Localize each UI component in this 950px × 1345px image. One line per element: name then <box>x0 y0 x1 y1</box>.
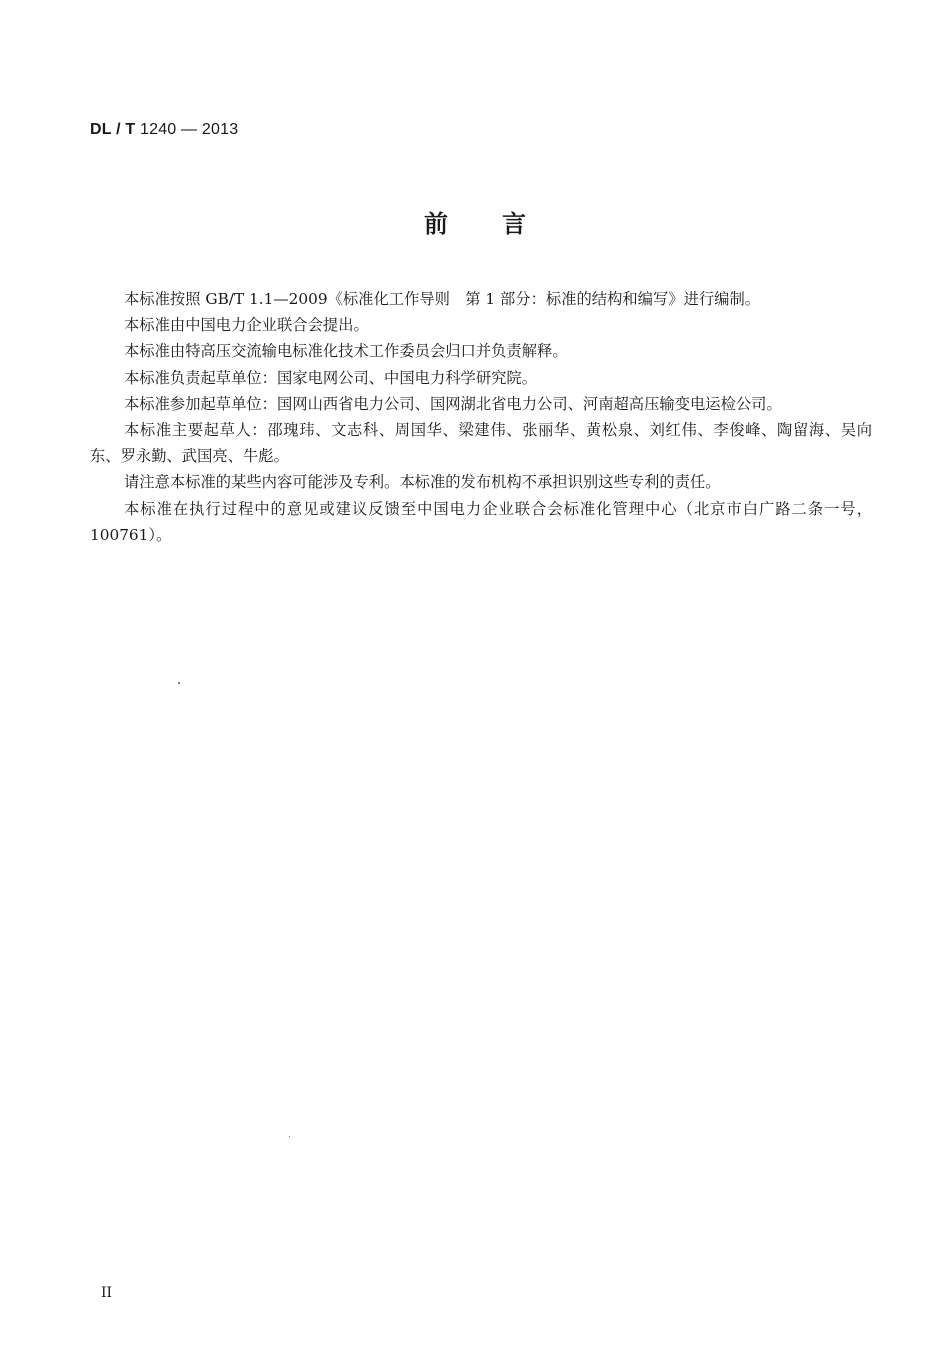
scan-speck <box>178 682 180 684</box>
page-number: II <box>101 1285 113 1301</box>
paragraph-main-authors: 本标准主要起草人：邵瑰玮、文志科、周国华、梁建伟、张丽华、黄松泉、刘红伟、李俊峰、陶留海、吴向东、罗永勤、武国亮、牛彪。 <box>90 421 872 466</box>
paragraph-participating-drafters: 本标准参加起草单位：国网山西省电力公司、国网湖北省电力公司、河南超高压输变电运检公司。 <box>124 394 782 413</box>
page-title: 前言 <box>424 210 580 238</box>
standard-number: 1240 — 2013 <box>140 121 239 138</box>
foreword-body <box>90 286 872 548</box>
paragraph-feedback: 本标准在执行过程中的意见或建议反馈至中国电力企业联合会标准化管理中心（北京市白广路二条一号，100761）。 <box>90 499 872 544</box>
standard-prefix: DL / T <box>90 121 136 138</box>
paragraph-lead-drafters: 本标准负责起草单位：国家电网公司、中国电力科学研究院。 <box>124 368 538 387</box>
paragraph-proposer: 本标准由中国电力企业联合会提出。 <box>124 316 369 335</box>
paragraph-responsible-committee: 本标准由特高压交流输电标准化技术工作委员会归口并负责解释。 <box>124 342 568 361</box>
standard-code <box>90 121 238 139</box>
paragraph-patent-notice: 请注意本标准的某些内容可能涉及专利。本标准的发布机构不承担识别这些专利的责任。 <box>124 473 721 492</box>
paragraph-drafting-rules: 本标准按照 GB/T 1.1—2009《标准化工作导则 第 1 部分：标准的结构和编写》进行编制。 <box>124 290 761 308</box>
scan-speck <box>289 1136 290 1137</box>
